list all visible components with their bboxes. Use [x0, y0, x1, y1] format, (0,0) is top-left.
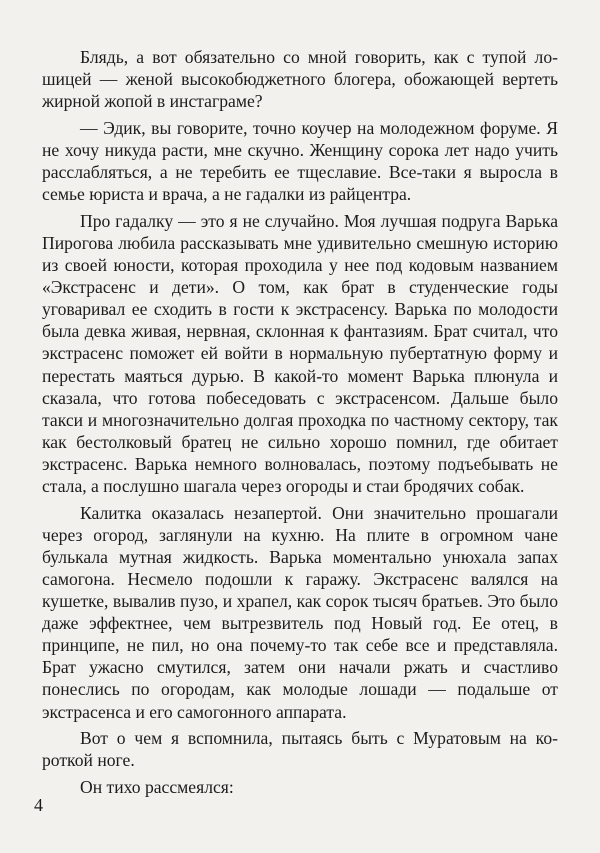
paragraph-2: — Эдик, вы говорите, точно коучер на молодежном форуме. Я не хочу никуда расти, мне скучно. Женщину сорока лет надо учить расслабляться, а не теребить ее тщеславие. Все-таки я выросла в семье юриста и врача, а не гадалки из райцентра. — [42, 117, 558, 205]
body-text — [42, 46, 558, 798]
paragraph-1: Блядь, а вот обязательно со мной говорить, как с тупой лошицей — женой высокобюджетного блогера, обожающей вертеть жирной жопой в инстаграме? — [42, 47, 558, 112]
page-number: 4 — [34, 795, 43, 815]
paragraph-3: Про гадалку — это я не случайно. Моя лучшая подруга Варька Пирогова любила рассказывать мне удивительно смешную историю из своей юности, которая проходила у нее под кодовым названием «Экстрасенс и дети». О том, как брат в студенческие годы уговаривал ее сходить в гости к экстрасенсу. Варька по молодости была девка живая, нервная, склонная к фантазиям. Брат считал, что экстрасенс поможет ей войти в нормальную пубертатную форму и перестать маяться дурью. В какой-то момент Варька плюнула и сказала, что готова побеседовать с экстрасенсом. Дальше было такси и многозначительно долгая проходка по частному сектору, так как бестолковый братец не сильно хорошо помнил, где обитает экстрасенс. Варька немного волновалась, поэтому подъебывать не стала, а послушно шагала через огороды и стаи бродячих собак. — [42, 210, 558, 496]
paragraph-6: Он тихо рассмеялся: — [80, 776, 234, 797]
paragraph-4: Калитка оказалась незапертой. Они значительно прошагали через огород, заглянули на кухню. На плите в огромном чане булькала мутная жидкость. Варька моментально унюхала запах самогона. Несмело подошли к гаражу. Экстрасенс валялся на кушетке, вывалив пузо, и храпел, как сорок тысяч братьев. Это было даже эффектнее, чем вытрезвитель под Новый год. Ее отец, в принципе, не пил, но она почему-то так себе все и представляла. Брат ужасно смутился, затем они начали ржать и счастливо понеслись по огородам, как молодые лошади — подальше от экстрасенса и его самогонного аппарата. — [42, 502, 558, 722]
paragraph-5: Вот о чем я вспомнила, пытаясь быть с Муратовым на короткой ноге. — [42, 728, 558, 771]
